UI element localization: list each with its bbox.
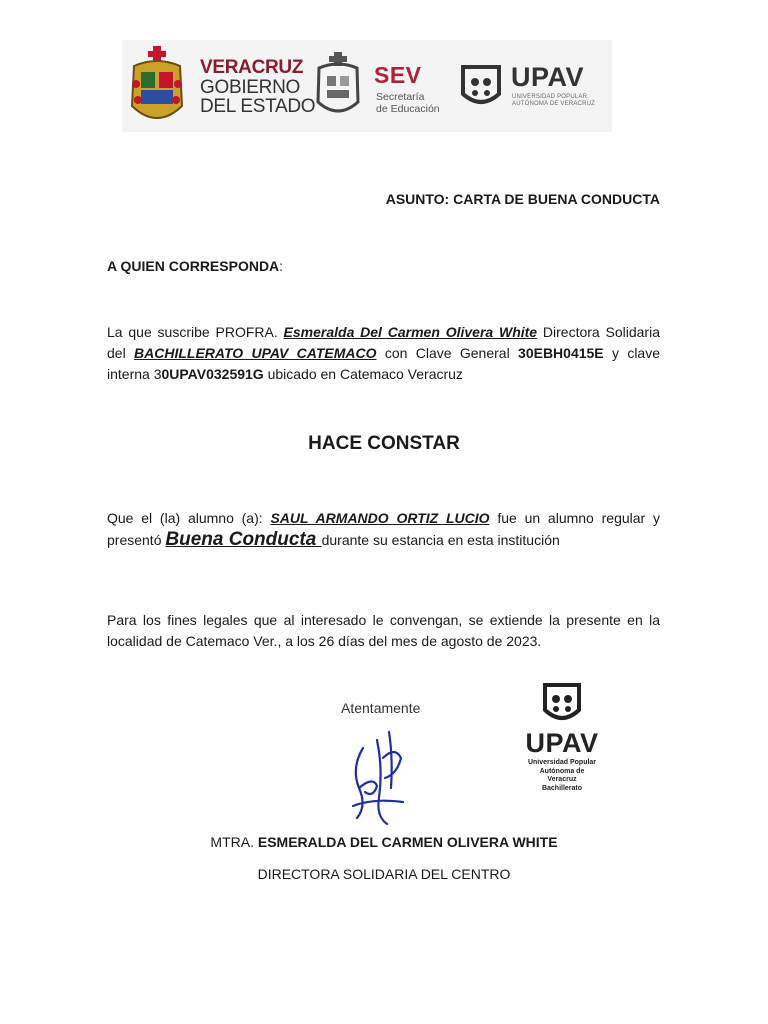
upav-title: UPAV — [511, 62, 585, 92]
gobierno-word: GOBIERNO — [200, 76, 301, 98]
p1-text: Directora Solidaria del — [107, 324, 660, 361]
del-estado-word: DEL ESTADO — [200, 96, 316, 117]
signer-role: DIRECTORA SOLIDARIA DEL CENTRO — [257, 866, 511, 882]
p2-text: Que el (la) alumno (a): — [107, 510, 271, 526]
stamp-emblem-icon — [542, 682, 582, 726]
upav-line: UNIVERSIDAD POPULAR — [512, 94, 588, 100]
conduct-rating: Buena Conducta — [165, 529, 322, 550]
stamp-line: Universidad Popular — [527, 759, 597, 766]
document-heading: HACE CONSTAR — [308, 433, 460, 454]
sev-line: Secretaría — [376, 91, 425, 103]
student-name: SAUL ARMANDO ORTIZ LUCIO — [270, 510, 490, 526]
stamp-line: Autónoma de — [539, 767, 585, 775]
intro-paragraph — [107, 322, 660, 385]
signer-title: MTRA. — [210, 834, 258, 850]
director-name: Esmeralda Del Carmen Olivera White — [283, 324, 538, 340]
p1-text: y clave interna 3 — [107, 345, 661, 382]
upav-subtitle — [512, 94, 595, 108]
sev-subtitle — [376, 91, 440, 115]
upav-emblem-icon — [460, 64, 502, 110]
veracruz-coat-of-arms-icon — [126, 44, 188, 130]
school-name: BACHILLERATO UPAV CATEMACO — [134, 345, 377, 361]
signer-name-line — [0, 834, 768, 850]
legal-paragraph: Para los fines legales que al interesado le convengan, se extiende la presente en la localidad de Catemaco Ver., a los 26 días del mes de agosto de 2023. — [107, 612, 660, 649]
stamp-line: Bachillerato — [541, 784, 583, 792]
clave-general: 30EBH0415E — [518, 345, 604, 361]
p1-text: con Clave General — [376, 345, 519, 361]
signer-name: ESMERALDA DEL CARMEN OLIVERA WHITE — [257, 834, 558, 850]
p1-text: La que suscribe PROFRA. — [107, 324, 284, 340]
upav-stamp — [512, 682, 612, 793]
p1-text: ubicado en Catemaco Veracruz — [263, 366, 463, 382]
stamp-title: UPAV — [525, 728, 599, 758]
handwritten-signature — [343, 728, 413, 828]
constancy-paragraph — [107, 508, 660, 551]
gobierno-veracruz-logo-text — [200, 58, 315, 117]
subject-line: ASUNTO: CARTA DE BUENA CONDUCTA — [385, 191, 660, 207]
salutation-colon: : — [279, 258, 284, 274]
stamp-line: Veracruz — [547, 776, 577, 783]
p2-text: durante su estancia en esta institución — [321, 532, 560, 548]
clave-interna: 0UPAV032591G — [161, 366, 264, 382]
sev-emblem-icon — [314, 50, 362, 122]
upav-line: AUTÓNOMA DE VERACRUZ — [512, 101, 596, 107]
p2-text: fue un alumno regular y presentó — [107, 510, 660, 548]
sev-line: de Educación — [376, 103, 440, 115]
veracruz-word: VERACRUZ — [200, 57, 304, 78]
salutation — [107, 258, 283, 274]
salutation-text: A QUIEN CORRESPONDA — [107, 258, 280, 274]
sev-title: SEV — [374, 62, 422, 88]
closing-text: Atentamente — [341, 700, 421, 716]
